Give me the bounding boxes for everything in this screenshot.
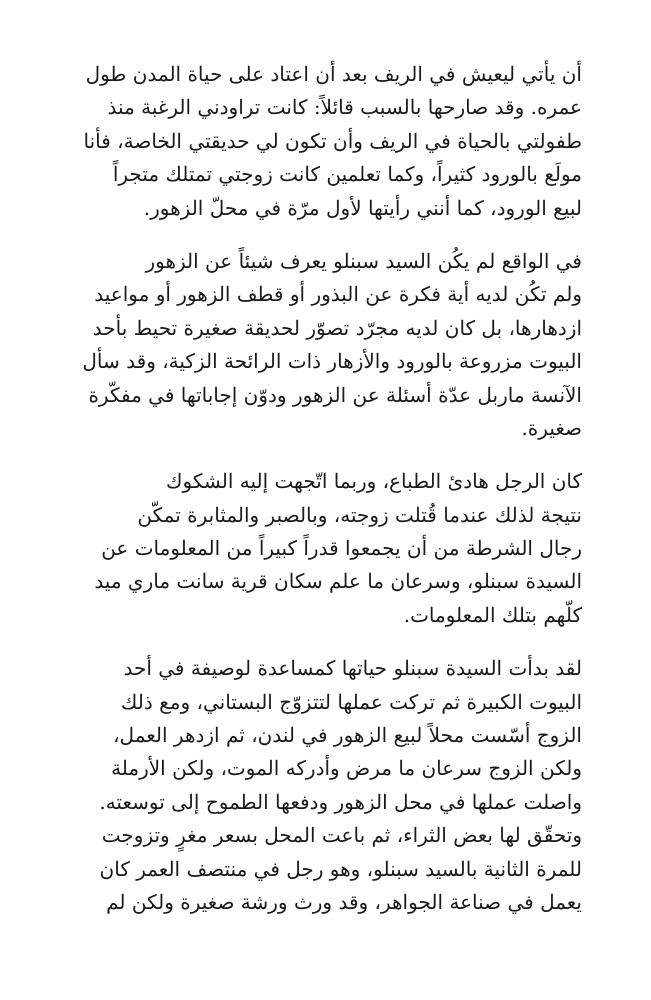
- text-line: مولَع بالورود كثيراً، وكما تعلمين كانت زوجتي تمتلك متجراً: [112, 162, 582, 187]
- paragraph-4: [78, 652, 582, 919]
- text-line: رجال الشرطة من أن يجمعوا قدراً كبيراً من المعلومات عن: [101, 536, 582, 561]
- text-line: ازدهارها، بل كان لديه مجرّد تصوّر لحديقة صغيرة تحيط بأحد: [92, 315, 582, 340]
- paragraph-2: [78, 245, 582, 445]
- text-line: البيوت مزروعة بالورود والأزهار ذات الرائحة الزكية، وقد سأل: [82, 349, 582, 374]
- text-line: عمره. وقد صارحها بالسبب قائلاً: كانت تراودني الرغبة منذ: [107, 95, 582, 120]
- text-line: وتحقّق لها بعض الثراء، ثم باعت المحل بسعر مغرٍ وتزوجت: [101, 823, 582, 848]
- text-line: لقد بدأت السيدة سبنلو حياتها كمساعدة لوصيفة في أحد: [123, 656, 582, 681]
- text-line: للمرة الثانية بالسيد سبنلو، وهو رجل في منتصف العمر كان: [99, 856, 582, 881]
- text-line: ولكن الزوج سرعان ما مرض وأدركه الموت، ولكن الأرملة: [111, 756, 582, 781]
- text-line: نتيجة لذلك عندما قُتلت زوجته، وبالصبر والمثابرة تمكّن: [137, 502, 582, 527]
- paragraph-1: [78, 58, 582, 225]
- text-line: كان الرجل هادئ الطباع، وربما اتّجهت إليه الشكوك: [166, 469, 582, 494]
- text-line: البيوت الكبيرة ثم تركت عملها لتتزوّج البستاني، ومع ذلك: [120, 689, 582, 714]
- text-line: أن يأتي ليعيش في الريف بعد أن اعتاد على حياة المدن طول: [85, 62, 582, 86]
- text-line: يعمل في صناعة الجواهر، وقد ورث ورشة صغيرة ولكن لم: [106, 889, 582, 914]
- text-line: لبيع الورود، كما أنني رأيتها لأول مرّة في محلّ الزهور.: [143, 195, 582, 220]
- text-line: في الواقع لم يكُن السيد سبنلو يعرف شيئاً عن الزهور: [145, 248, 582, 273]
- text-line: الآنسة ماربل عدّة أسئلة عن الزهور ودوّن إجاباتها في مفكّرة: [88, 382, 582, 407]
- text-line: ولم تكُن لديه أية فكرة عن البذور أو قطف الزهور أو مواعيد: [94, 282, 582, 307]
- text-line: واصلت عملها في محل الزهور ودفعها الطموح إلى توسعته.: [99, 789, 582, 814]
- text-line: كلّهم بتلك المعلومات.: [403, 602, 582, 627]
- book-page: [78, 58, 582, 988]
- text-line: الزوج أسّست محلاً لبيع الزهور في لندن، ثم ازدهر العمل،: [113, 723, 582, 748]
- paragraph-3: [78, 465, 582, 632]
- text-line: صغيرة.: [521, 415, 582, 440]
- text-line: طفولتي بالحياة في الريف وأن تكون لي حديقتي الخاصة، فأنا: [83, 128, 582, 153]
- text-line: السيدة سبنلو، وسرعان ما علم سكان قرية سانت ماري ميد: [94, 569, 582, 594]
